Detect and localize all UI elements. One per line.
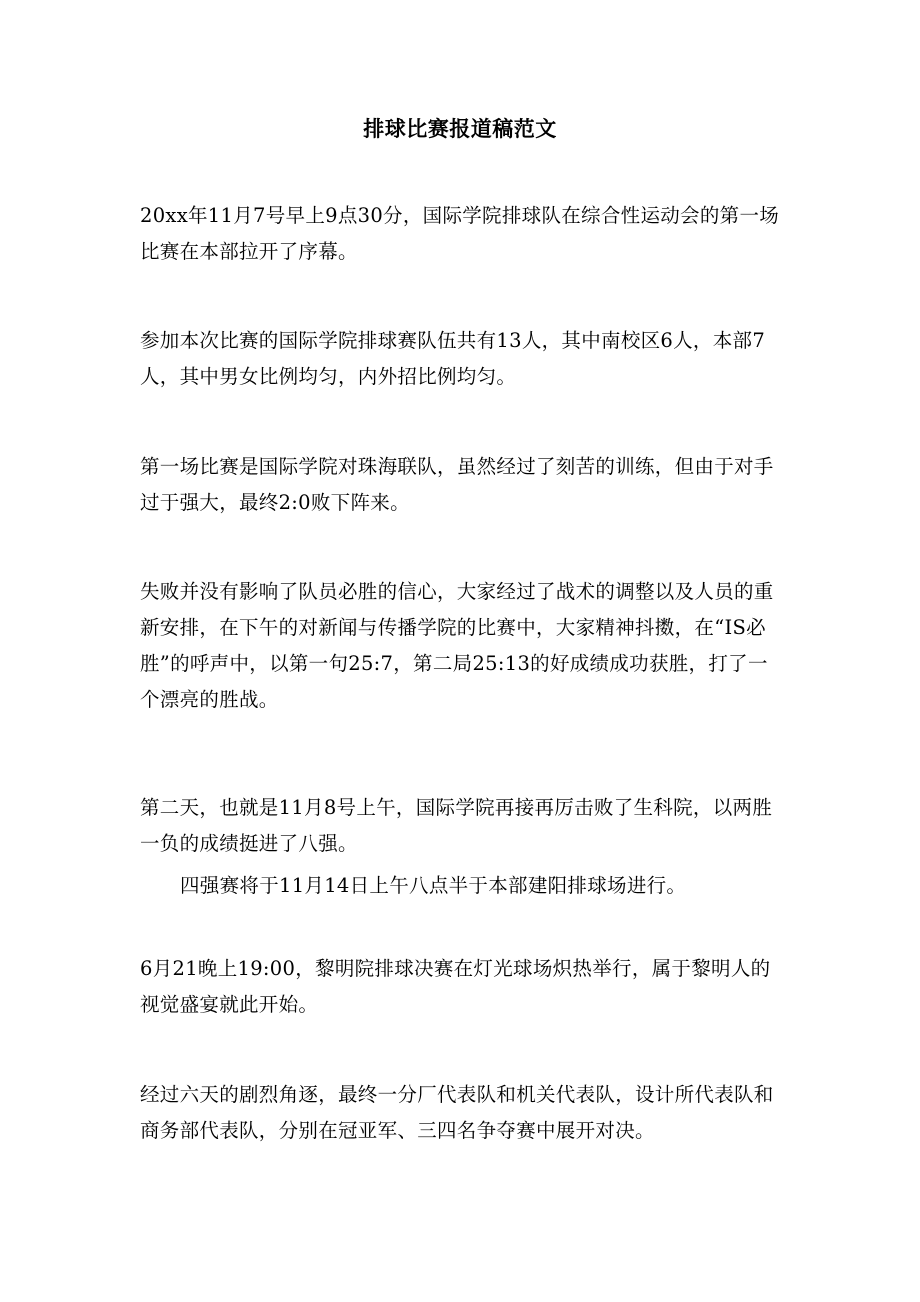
paragraph-2: 参加本次比赛的国际学院排球赛队伍共有13人，其中南校区6人，本部7人，其中男女比例均匀，内外招比例均匀。 — [140, 329, 766, 388]
paragraph-4: 失败并没有影响了队员必胜的信心，大家经过了战术的调整以及人员的重新安排，在下午的对新闻与传播学院的比赛中，大家精神抖擞，在“IS必胜”的呼声中，以第一句25:7，第二局25:13的好成绩成功获胜，打了一个漂亮的胜战。 — [140, 580, 774, 711]
paragraph-7: 6月21晚上19:00，黎明院排球决赛在灯光球场炽热举行，属于黎明人的视觉盛宴就此开始。 — [140, 957, 771, 1016]
paragraph-3: 第一场比赛是国际学院对珠海联队，虽然经过了刻苦的训练，但由于对手过于强大，最终2:0败下阵来。 — [140, 455, 774, 514]
document-title: 排球比赛报道稿范文 — [363, 116, 557, 141]
paragraph-1: 20xx年11月7号早上9点30分，国际学院排球队在综合性运动会的第一场比赛在本部拉开了序幕。 — [140, 204, 780, 263]
paragraph-8: 经过六天的剧烈角逐，最终一分厂代表队和机关代表队，设计所代表队和商务部代表队，分别在冠亚军、三四名争夺赛中展开对决。 — [140, 1083, 774, 1142]
paragraph-6: 四强赛将于11月14日上午八点半于本部建阳排球场进行。 — [180, 874, 687, 897]
paragraph-5: 第二天，也就是11月8号上午，国际学院再接再厉击败了生科院，以两胜一负的成绩挺进了八强。 — [140, 796, 773, 855]
